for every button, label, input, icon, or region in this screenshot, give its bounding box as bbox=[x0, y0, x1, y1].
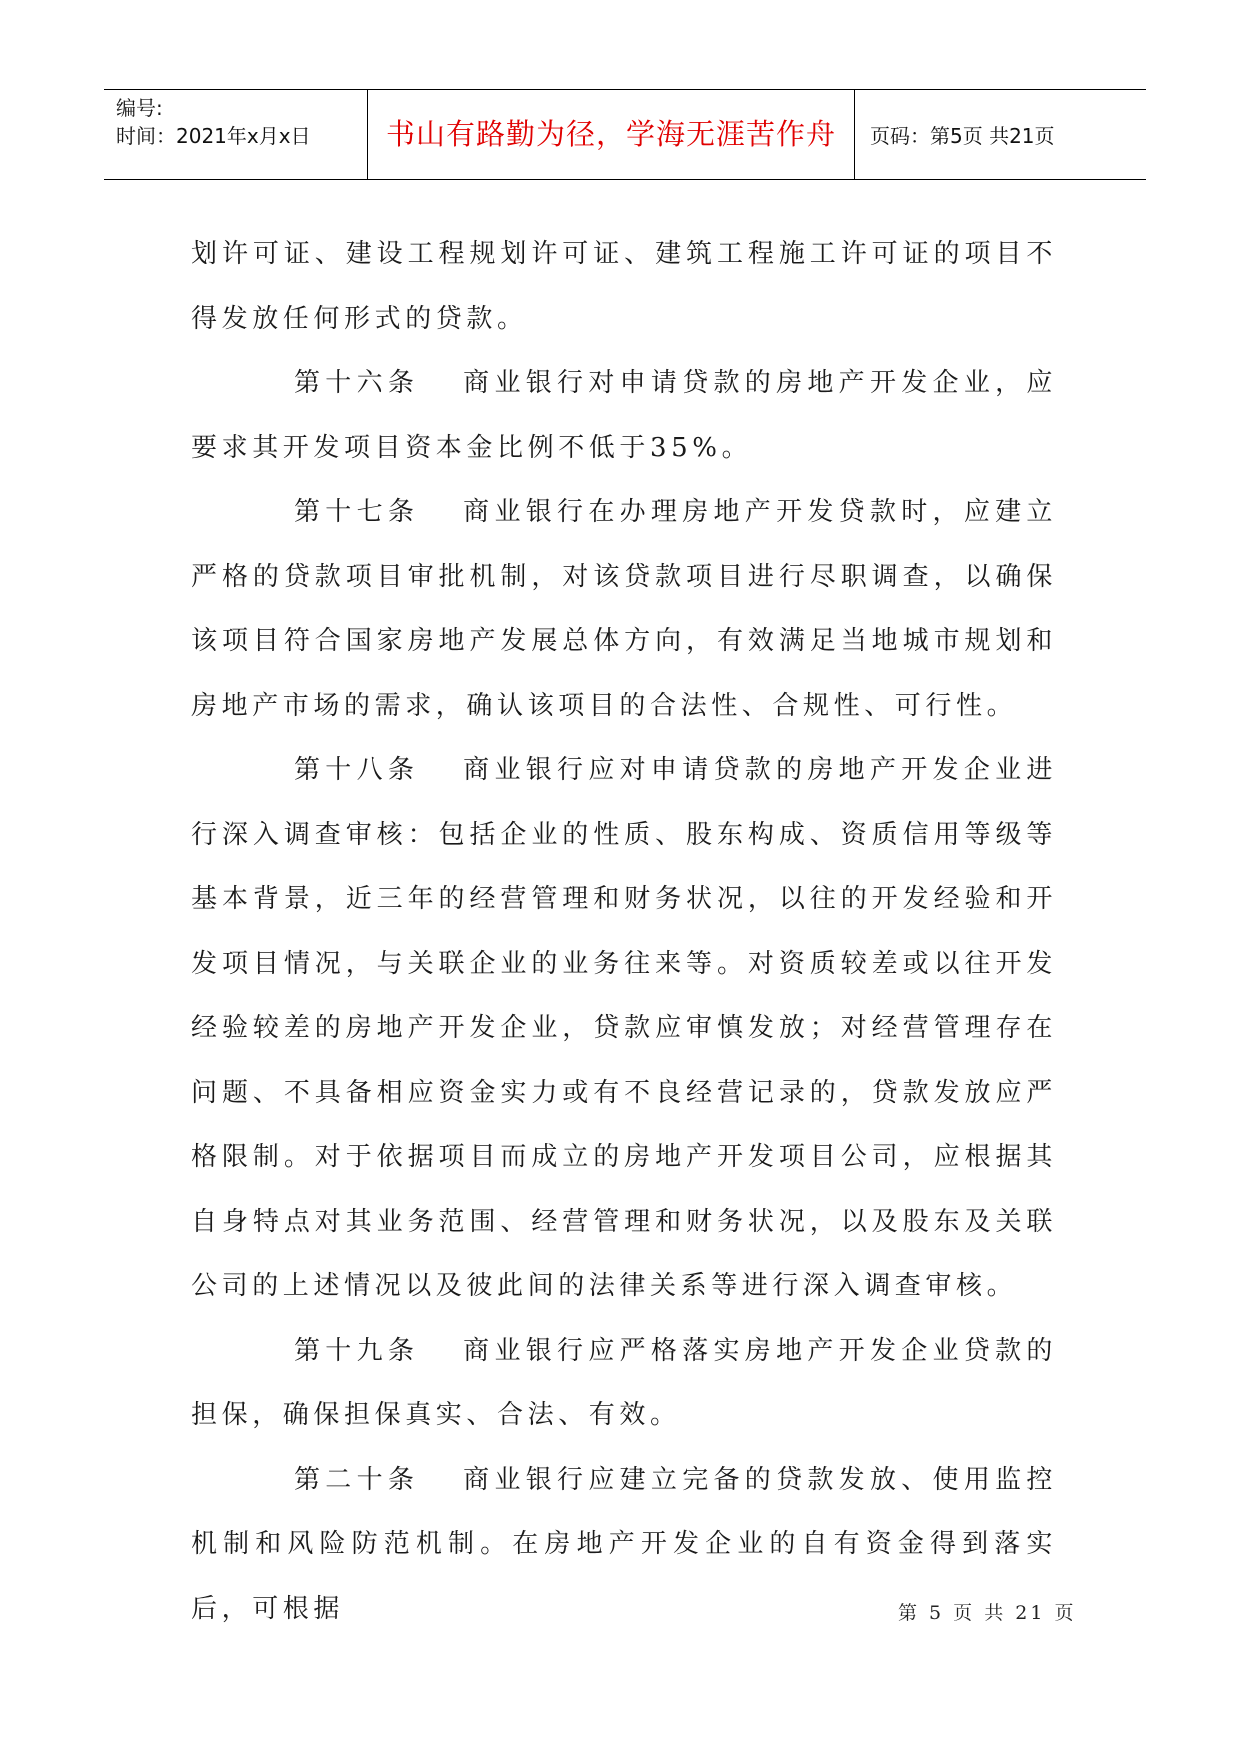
paragraph-text: 商业银行应对申请贷款的房地产开发企业进行深入调查审核：包括企业的性质、股东构成、资质信用等级等基本背景，近三年的经营管理和财务状况，以往的开发经验和开发项目情况，与关联企业的业务往来等。对资质较差或以往开发经验较差的房地产开发企业，贷款应审慎发放；对经营管理存在问题、不具备相应资金实力或有不良经营记录的，贷款发放应严格限制。对于依据项目而成立的房地产开发项目公司，应根据其自身特点对其业务范围、经营管理和财务状况，以及股东及关联公司的上述情况以及彼此间的法律关系等进行深入调查审核。 bbox=[191, 755, 1057, 1301]
footer-page-number: 第 5 页 共 21 页 bbox=[898, 1602, 1077, 1624]
article-number: 第二十条 bbox=[294, 1464, 420, 1495]
paragraph-text: 商业银行对申请贷款的房地产开发企业，应要求其开发项目资本金比例不低于35%。 bbox=[191, 368, 1057, 463]
document-time-label: 时间：2021年x月x日 bbox=[116, 124, 311, 148]
document-number-label: 编号: bbox=[116, 96, 163, 120]
paragraph-article-16 bbox=[191, 351, 1057, 480]
article-number: 第十九条 bbox=[294, 1335, 420, 1366]
paragraph-text: 商业银行在办理房地产开发贷款时，应建立严格的贷款项目审批机制，对该贷款项目进行尽职调查，以确保该项目符合国家房地产发展总体方向，有效满足当地城市规划和房地产市场的需求，确认该项目的合法性、合规性、可行性。 bbox=[191, 497, 1057, 721]
paragraph-text: 划许可证、建设工程规划许可证、建筑工程施工许可证的项目不得发放任何形式的贷款。 bbox=[191, 239, 1057, 334]
article-number: 第十七条 bbox=[294, 497, 420, 527]
page-header bbox=[104, 89, 1146, 180]
paragraph-article-18 bbox=[191, 738, 1057, 1319]
header-meta bbox=[104, 90, 368, 179]
header-motto-cell bbox=[368, 90, 855, 179]
header-page-cell bbox=[855, 90, 1146, 179]
article-number: 第十六条 bbox=[294, 368, 420, 398]
header-motto: 书山有路勤为径，学海无涯苦作舟 bbox=[385, 117, 836, 151]
document-body bbox=[191, 222, 1057, 1641]
paragraph-article-19 bbox=[191, 1319, 1057, 1448]
article-number: 第十八条 bbox=[294, 755, 420, 785]
paragraph-article-17 bbox=[191, 480, 1057, 738]
paragraph-text: 商业银行应建立完备的贷款发放、使用监控机制和风险防范机制。在房地产开发企业的自有资金得到落实后，可根据 bbox=[191, 1464, 1057, 1624]
paragraph-text: 商业银行应严格落实房地产开发企业贷款的担保，确保担保真实、合法、有效。 bbox=[191, 1335, 1057, 1430]
header-page-label: 页码：第5页 共21页 bbox=[870, 124, 1055, 148]
page-footer bbox=[898, 1598, 1076, 1625]
paragraph-continuation bbox=[191, 222, 1057, 351]
